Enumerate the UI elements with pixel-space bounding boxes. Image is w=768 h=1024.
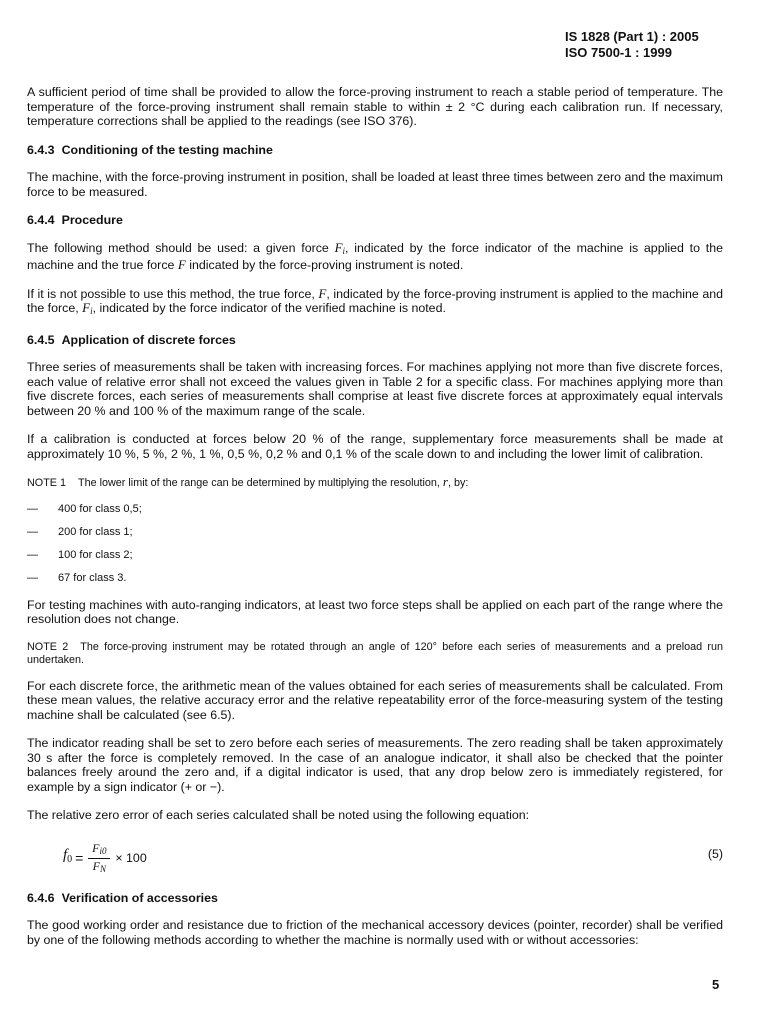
list-item: — 67 for class 3. xyxy=(27,572,127,584)
paragraph-procedure-method xyxy=(27,241,723,273)
fraction-numerator: $F_{i0}$ xyxy=(92,840,107,856)
paragraph-conditioning: The machine, with the force-proving instrument in position, shall be loaded at least three times between zero and the maximum force to be measured. xyxy=(27,170,723,199)
document-header xyxy=(565,29,699,61)
paragraph-discrete-supplementary: If a calibration is conducted at forces below 20 % of the range, supplementary force measurements shall be made at approximately 10 %, 5 %, 2 %, 1 %, 0,5 %, 0,2 % and 0,1 % of the scale down to and including the lower limit of calibration. xyxy=(27,432,723,461)
page-content xyxy=(27,85,723,961)
note-1 xyxy=(27,475,723,490)
section-title: Procedure xyxy=(61,213,123,227)
list-item: — 100 for class 2; xyxy=(27,549,133,561)
fraction xyxy=(88,841,110,876)
page-number: 5 xyxy=(712,977,720,992)
paragraph-accessories: The good working order and resistance due to friction of the mechanical accessory devices (pointer, recorder) shall be verified by one of the following methods according to whether the machine is normally used with or without accessories: xyxy=(27,918,723,947)
resolution-multiplier-list xyxy=(27,502,723,586)
text-fragment: , indicated by the force-proving instrument is applied to the machine and the force, xyxy=(27,286,724,315)
section-number: 6.4.3 xyxy=(27,142,55,157)
paragraph-auto-ranging: For testing machines with auto-ranging indicators, at least two force steps shall be applied on each part of the range where the resolution does not change. xyxy=(27,597,723,626)
text-fragment: , by: xyxy=(447,477,469,489)
note-label: NOTE 2 xyxy=(27,640,69,653)
section-number: 6.4.5 xyxy=(27,332,55,347)
text-fragment: The following method should be used: a given force xyxy=(27,240,335,255)
text-fragment: The lower limit of the range can be determined by multiplying the resolution, xyxy=(78,477,443,489)
section-title: Conditioning of the testing machine xyxy=(61,142,273,157)
standard-number-iso: ISO 7500-1 : 1999 xyxy=(565,45,672,60)
section-heading-6-4-3 xyxy=(27,143,723,158)
text-fragment: , indicated by the force indicator of the verified machine is noted. xyxy=(92,301,446,315)
note-2 xyxy=(27,641,723,667)
equation-5 xyxy=(27,837,723,881)
symbol-f: F xyxy=(318,285,327,301)
paragraph-arithmetic-mean: For each discrete force, the arithmetic mean of the values obtained for each series of measurements shall be calculated. From these mean values, the relative accuracy error and the relative repeatability error of the force-measuring system of the testing machine shall be calculated (see 6.5). xyxy=(27,678,723,722)
equation-lhs: $f_0$ xyxy=(63,847,73,866)
section-number: 6.4.4 xyxy=(27,213,55,227)
section-title: Application of discrete forces xyxy=(61,332,236,347)
section-heading-6-4-4 xyxy=(27,213,723,228)
paragraph-zero-reading: The indicator reading shall be set to zero before each series of measurements. The zero reading shall be taken approximately 30 s after the force is completely removed. In the case of an analogue indicator, it shall also be checked that the pointer balances freely around the zero and, if a digital indicator is used, that any drop below zero is immediately registered, for example by a sign indicator (+ or −). xyxy=(27,736,723,794)
section-number: 6.4.6 xyxy=(27,890,55,905)
list-item: — 200 for class 1; xyxy=(27,526,133,538)
section-heading-6-4-6 xyxy=(27,891,723,906)
paragraph-temperature: A sufficient period of time shall be provided to allow the force-proving instrument to reach a stable period of temperature. The temperature of the force-proving instrument shall remain stable to within ± 2 °C during each calibration run. If necessary, temperature corrections shall be applied to the readings (see ISO 376). xyxy=(27,85,723,128)
section-title: Verification of accessories xyxy=(61,890,218,905)
section-heading-6-4-5 xyxy=(27,333,723,348)
fraction-denominator: $F_N$ xyxy=(92,858,107,874)
symbol-fi: $F_i$ xyxy=(82,300,93,316)
standard-number-is: IS 1828 (Part 1) : 2005 xyxy=(565,29,699,44)
symbol-r: r xyxy=(442,474,448,489)
symbol-fi: $F_i$ xyxy=(334,239,346,256)
paragraph-discrete-series: Three series of measurements shall be taken with increasing forces. For machines applying not more than five discrete forces, each value of relative error shall not exceed the values given in Table 2 for a specific class. For machines applying more than five discrete forces, each series of measurements shall comprise at least five discrete forces at approximately equal intervals between 20 % and 100 % of the maximum range of the scale. xyxy=(27,360,723,418)
paragraph-procedure-alternative xyxy=(27,287,723,319)
symbol-f: F xyxy=(177,257,186,272)
equation-multiplier: × 100 xyxy=(115,850,147,865)
text-fragment: The force-proving instrument may be rotated through an angle of 120° before each series of measurements and a preload run undertaken. xyxy=(27,640,723,666)
equation-number: (5) xyxy=(707,846,723,861)
equals-sign: = xyxy=(75,849,84,866)
note-label: NOTE 1 xyxy=(27,477,66,489)
text-fragment: , indicated by the force indicator of the machine is applied to the machine and the true force xyxy=(27,240,723,272)
paragraph-relative-zero-error: The relative zero error of each series calculated shall be noted using the following equation: xyxy=(27,808,530,822)
text-fragment: indicated by the force-proving instrument is noted. xyxy=(185,258,464,272)
text-fragment: If it is not possible to use this method, the true force, xyxy=(27,286,319,301)
equation-body xyxy=(63,841,147,876)
list-item: — 400 for class 0,5; xyxy=(27,503,142,515)
